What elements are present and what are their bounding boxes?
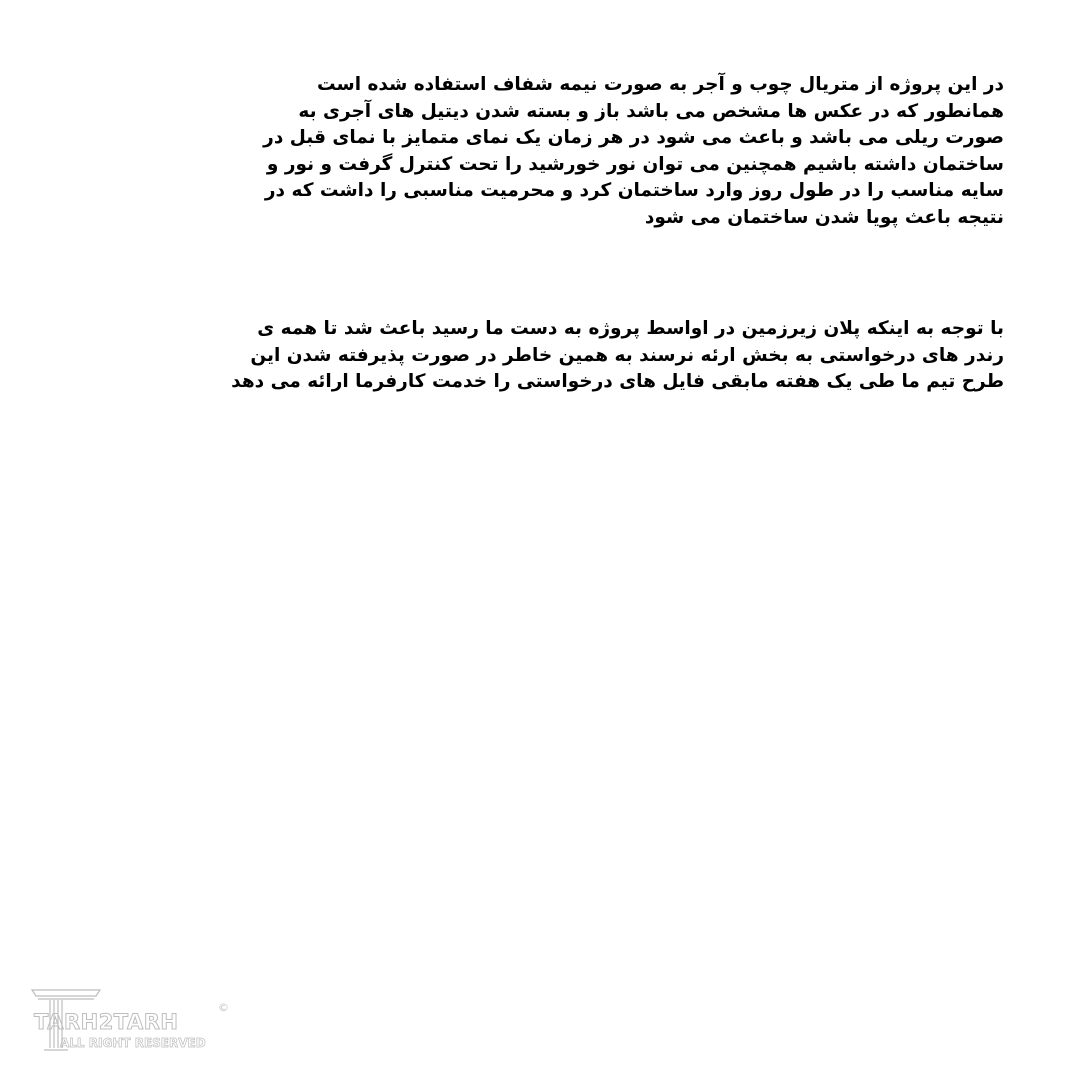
- text-line: با توجه به اینکه پلان زیرزمین در اواسط پروژه به دست ما رسید باعث شد تا همه ی: [257, 318, 1004, 339]
- paragraph-basement-note: [224, 316, 1004, 396]
- watermark-subtitle: ALL RIGHT RESERVED: [60, 1036, 206, 1050]
- text-line: سایه مناسب را در طول روز وارد ساختمان کرد و محرمیت مناسبی را داشت که در: [264, 180, 1004, 201]
- watermark-brand: TARH2TARH: [34, 1010, 179, 1034]
- text-line: صورت ریلی می باشد و باعث می شود در هر زمان یک نمای متمایز با نمای قبل در: [263, 127, 1004, 148]
- text-line: نتیجه باعث پویا شدن ساختمان می شود: [644, 206, 1004, 228]
- text-line: همانطور که در عکس ها مشخص می باشد باز و بسته شدن دیتیل های آجری به: [298, 100, 1004, 122]
- text-line: رندر های درخواستی به بخش ارئه نرسند به همین خاطر در صورت پذیرفته شدن این: [250, 344, 1004, 366]
- paragraph-materials: [224, 72, 1004, 231]
- copyright-icon: ©: [218, 1001, 229, 1014]
- text-line: طرح تیم ما طی یک هفته مابقی فایل های درخواستی را خدمت کارفرما ارائه می دهد: [231, 371, 1004, 392]
- text-line: ساختمان داشته باشیم همچنین می توان نور خورشید را تحت کنترل گرفت و نور و: [266, 153, 1004, 175]
- text-line: در این پروژه از متریال چوب و آجر به صورت نیمه شفاف استفاده شده است: [316, 74, 1004, 95]
